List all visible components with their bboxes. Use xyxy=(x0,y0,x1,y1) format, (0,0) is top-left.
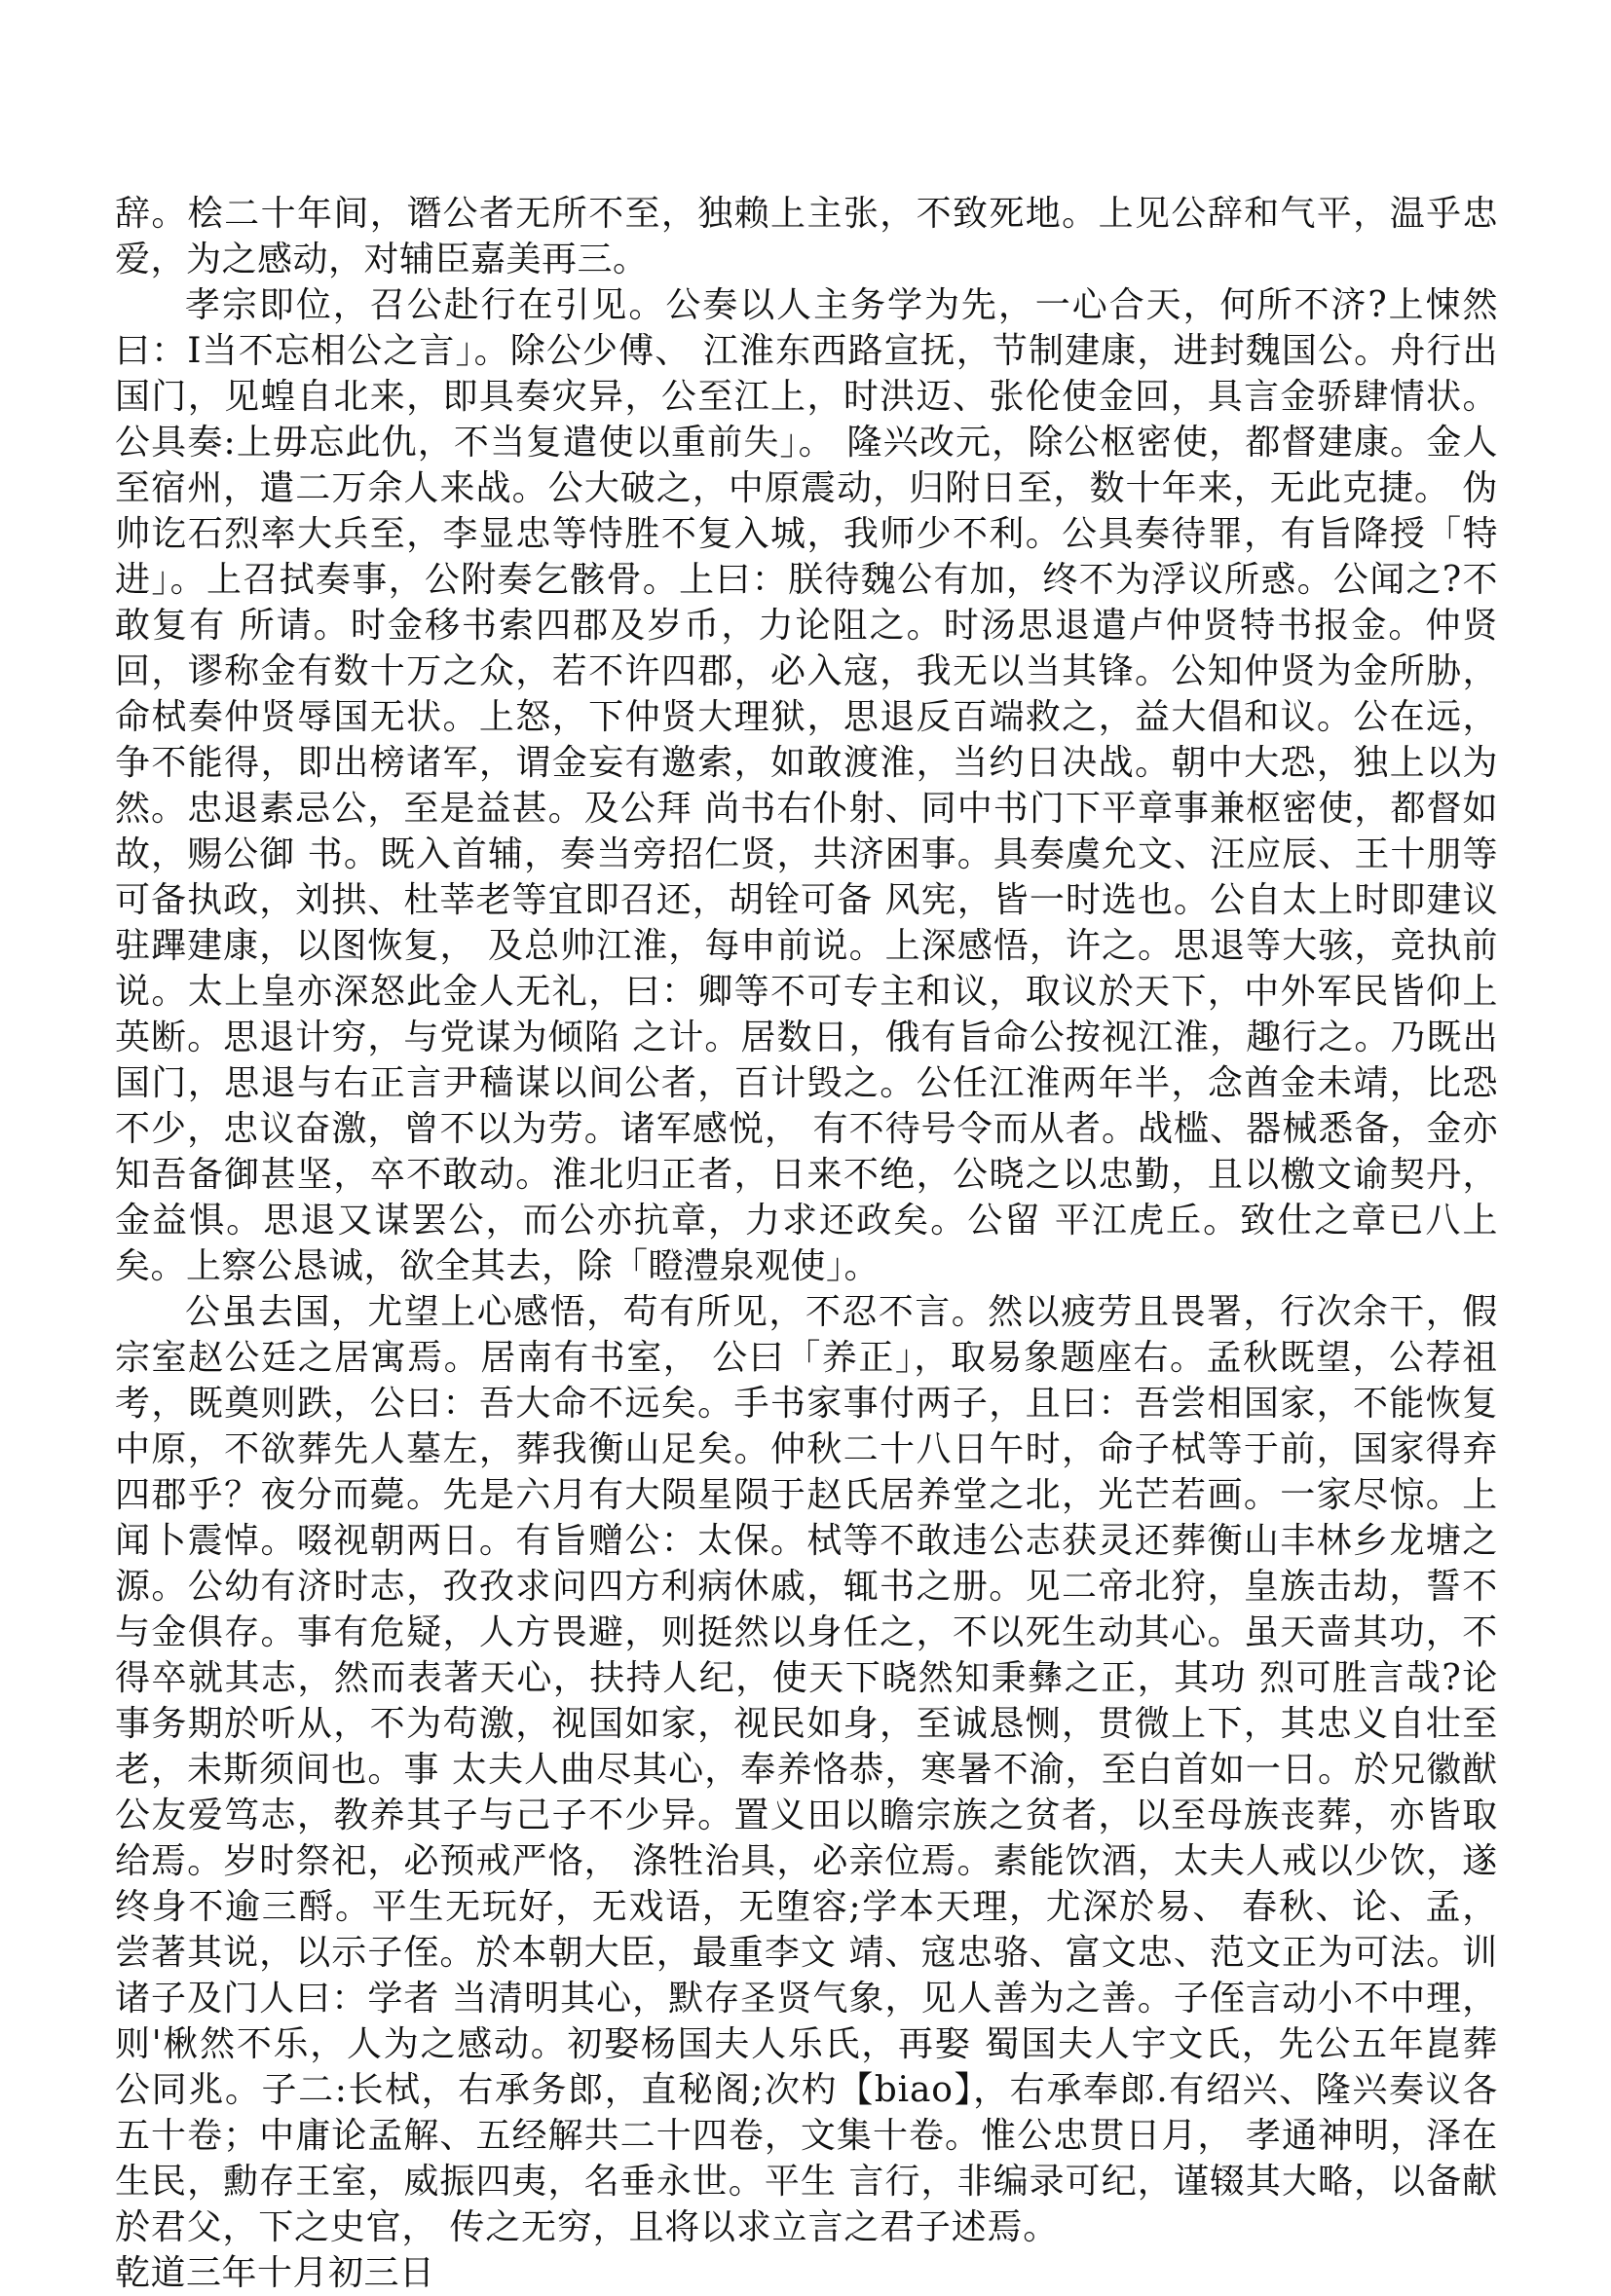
paragraph-2: 孝宗即位，召公赴行在引见。公奏以人主务学为先，一心合天，何所不济?上悚然曰：I当不忘相公之言」。除公少傅、 江淮东西路宣抚，节制建康，进封魏国公。舟行出国门，见蝗自北来，即具奏灾异，公至江上，时洪迈、张伦使金回，具言金骄肆情状。公具奏:上毋忘此仇，不当复遣使以重前失」。 隆兴改元，除公枢密使，都督建康。金人至宿州，遣二万余人来战。公大破之，中原震动，归附日至，数十年来，无此克捷。 伪帅讫石烈率大兵至，李显忠等恃胜不复入城，我师少不利。公具奏待罪，有旨降授「特进」。上召拭奏事，公附奏乞骸骨。上曰：朕待魏公有加，终不为浮议所惑。公闻之?不敢复有 所请。时金移书索四郡及岁币，力论阻之。时汤思退遣卢仲贤特书报金。仲贤回，谬称金有数十万之众，若不许四郡，必入寇，我无以当其锋。公知仲贤为金所胁，命栻奏仲贤辱国无状。上怒，下仲贤大理狱，思退反百端救之，益大倡和议。公在远，争不能得，即出榜诸军，谓金妄有邀索，如敢渡淮，当约日决战。朝中大恐，独上以为然。忠退素忌公，至是益甚。及公拜 尚书右仆射、同中书门下平章事兼枢密使，都督如故，赐公御 书。既入首辅，奏当旁招仁贤，共济困事。具奏虞允文、汪应辰、王十朋等可备执政，刘拱、杜莘老等宜即召还，胡铨可备 风宪，皆一时选也。公自太上时即建议驻蹕建康，以图恢复， 及总帅江淮，每申前说。上深感悟，许之。思退等大骇，竞执前说。太上皇亦深怒此金人无礼，曰：卿等不可专主和议，取议於天下，中外军民皆仰上英断。思退计穷，与党谋为倾陷 之计。居数日，俄有旨命公按视江淮，趣行之。乃既出国门，思退与右正言尹穑谋以间公者，百计毁之。公任江淮两年半，念酋金未靖，比恐不少，忠议奋激，曾不以为劳。诸军感悦， 有不待号令而从者。战槛、器械悉备，金亦知吾备御甚坚，卒不敢动。淮北归正者，日来不绝，公晓之以忠勤，且以檄文谕契丹，金益惧。思退又谋罢公，而公亦抗章，力求还政矣。公留 平江虎丘。致仕之章已八上矣。上察公恳诚，欲全其去，除「瞪澧泉观使」。 xyxy=(115,285,1498,1286)
paragraph-3: 公虽去国，尤望上心感悟，苟有所见，不忍不言。然以疲劳且畏署，行次余干，假宗室赵公廷之居寓焉。居南有书室， 公曰「养正」，取易象题座右。孟秋既望，公荐祖考，既奠则跌，公曰：吾大命不远矣。手书家事付两子，且曰：吾尝相国家，不能恢复中原，不欲葬先人墓左，葬我衡山足矣。仲秋二十八日午时，命子栻等于前，国家得弃四郡乎？夜分而薨。先是六月有大陨星陨于赵氏居养堂之北，光芒若画。一家尽惊。上闻卜震悼。啜视朝两日。有旨赠公：太保。栻等不敢违公志获灵还葬衡山丰林乡龙塘之源。公幼有济时志，孜孜求问四方利病休戚，辄书之册。见二帝北狩，皇族击劫，誓不与金俱存。事有危疑，人方畏避，则挺然以身任之，不以死生动其心。虽天啬其功，不得卒就其志，然而表著天心，扶持人纪，使天下晓然知秉彝之正，其功 烈可胜言哉?论事务期於听从，不为苟激，视国如家，视民如身，至诚恳恻，贯微上下，其忠义自壮至老，未斯须间也。事 太夫人曲尽其心，奉养恪恭，寒暑不渝，至白首如一日。於兄徽猷公友爱笃志，教养其子与己子不少异。置义田以瞻宗族之贫者，以至母族丧葬，亦皆取给焉。岁时祭祀，必预戒严恪， 涤牲治具，必亲位焉。素能饮酒，太夫人戒以少饮，遂终身不逾三酹。平生无玩好，无戏语，无堕容;学本天理，尤深於易、 春秋、论、孟，尝著其说，以示子侄。於本朝大臣，最重李文 靖、寇忠骆、富文忠、范文正为可法。训诸子及门人曰：学者 当清明其心，默存圣贤气象，见人善为之善。子侄言动小不中理，则'楸然不乐，人为之感动。初娶杨国夫人乐氏，再娶 蜀国夫人宇文氏，先公五年崑葬公同兆。子二:长栻，右承务郎，直秘阁;次杓【biao】，右承奉郎.有绍兴、隆兴奏议各五十卷；中庸论孟解、五经解共二十四卷，文集十卷。惟公忠贯日月， 孝通神明，泽在生民，勳存王室，威振四夷，名垂永世。平生 言行，非编录可纪，谨辍其大略，以备献於君父，下之史官， 传之无穷，且将以求立言之君子述焉。 xyxy=(115,1292,1498,2247)
date-line: 乾道三年十月初三日 xyxy=(115,2253,435,2293)
document-body xyxy=(115,191,1498,2296)
paragraph-1: 辞。桧二十年间，谮公者无所不至，独赖上主张，不致死地。上见公辞和气平，温乎忠爱，为之感动，对辅臣嘉美再三。 xyxy=(115,194,1498,279)
